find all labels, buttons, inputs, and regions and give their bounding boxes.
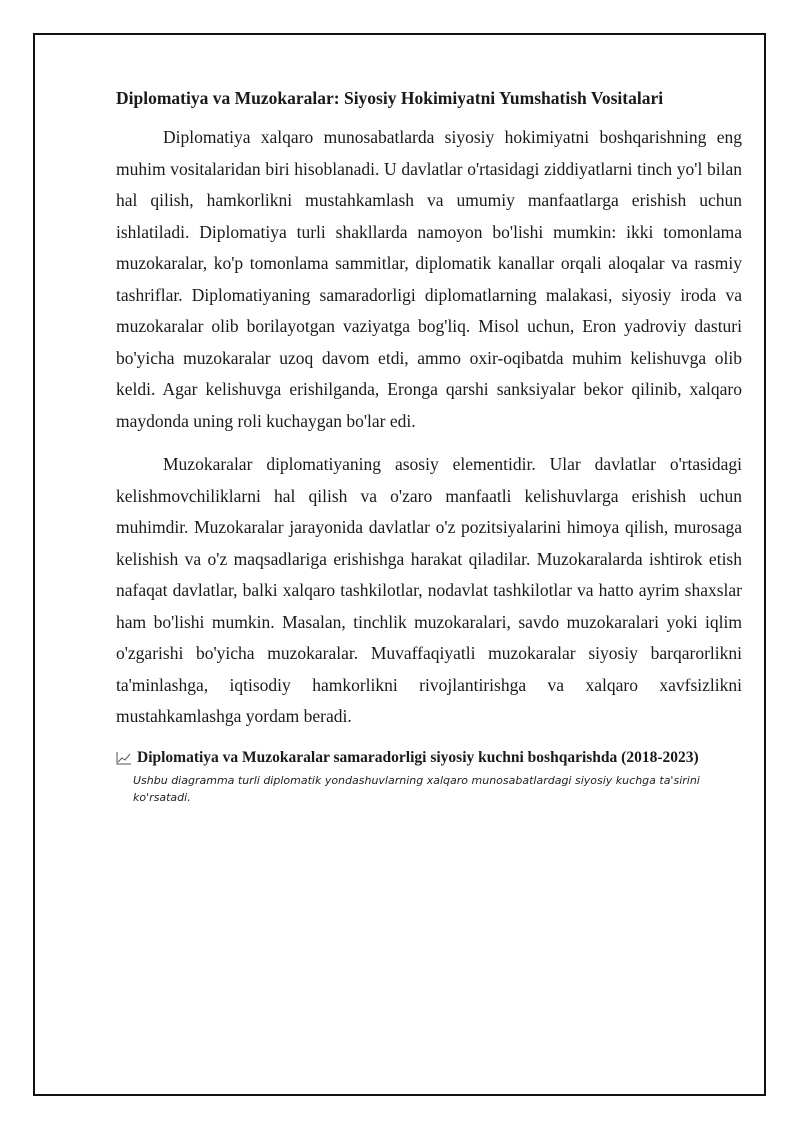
document-body [116,86,742,806]
figure-heading [116,747,742,769]
figure-title: Diplomatiya va Muzokaralar samaradorligi siyosiy kuchni boshqarishda (2018-2023) [137,748,699,766]
chart-line-icon [116,751,132,765]
paragraph-diplomacy: Diplomatiya xalqaro munosabatlarda siyosiy hokimiyatni boshqarishning eng muhim vositalaridan biri hisoblanadi. U davlatlar o'rtasidagi ziddiyatlarni tinch yo'l bilan hal qilish, hamkorlikni mustahkamlash va umumiy manfaatlarga erishish uchun ishlatiladi. Diplomatiya turli shakllarda namoyon bo'lishi mumkin: ikki tomonlama muzokaralar, ko'p tomonlama sammitlar, diplomatik kanallar orqali aloqalar va rasmiy tashriflar. Diplomatiyaning samaradorligi diplomatlarning malakasi, siyosiy iroda va muzokaralar olib borilayotgan vaziyatga bog'liq. Misol uchun, Eron yadroviy dasturi bo'yicha muzokaralar uzoq davom etdi, ammo oxir-oqibatda muhim kelishuvga olib keldi. Agar kelishuvga erishilganda, Eronga qarshi sanksiyalar bekor qilinib, xalqaro maydonda uning roli kuchaygan bo'lar edi. [116,127,742,431]
paragraph-negotiations: Muzokaralar diplomatiyaning asosiy elementidir. Ular davlatlar o'rtasidagi kelishmovchiliklarni hal qilish va o'zaro manfaatli kelishuvlarga erishish uchun muhimdir. Muzokaralar jarayonida davlatlar o'z pozitsiyalarini himoya qilish, murosaga kelishish va o'z maqsadlariga erishishga harakat qiladilar. Muzokaralarda ishtirok etish nafaqat davlatlar, balki xalqaro tashkilotlar, nodavlat tashkilotlar va hatto ayrim shaxslar ham bo'lishi mumkin. Masalan, tinchlik muzokaralari, savdo muzokaralari yoki iqlim o'zgarishi bo'yicha muzokaralar. Muvaffaqiyatli muzokaralar siyosiy barqarorlikni ta'minlashga, iqtisodiy hamkorlikni rivojlantirishga va xalqaro xavfsizlikni mustahkamlashga yordam beradi. [116,454,742,726]
figure-caption: Ushbu diagramma turli diplomatik yondashuvlarning xalqaro munosabatlardagi siyosiy kuchga ta'sirini ko'rsatadi. [133,773,700,804]
document-title: Diplomatiya va Muzokaralar: Siyosiy Hokimiyatni Yumshatish Vositalari [116,88,664,108]
